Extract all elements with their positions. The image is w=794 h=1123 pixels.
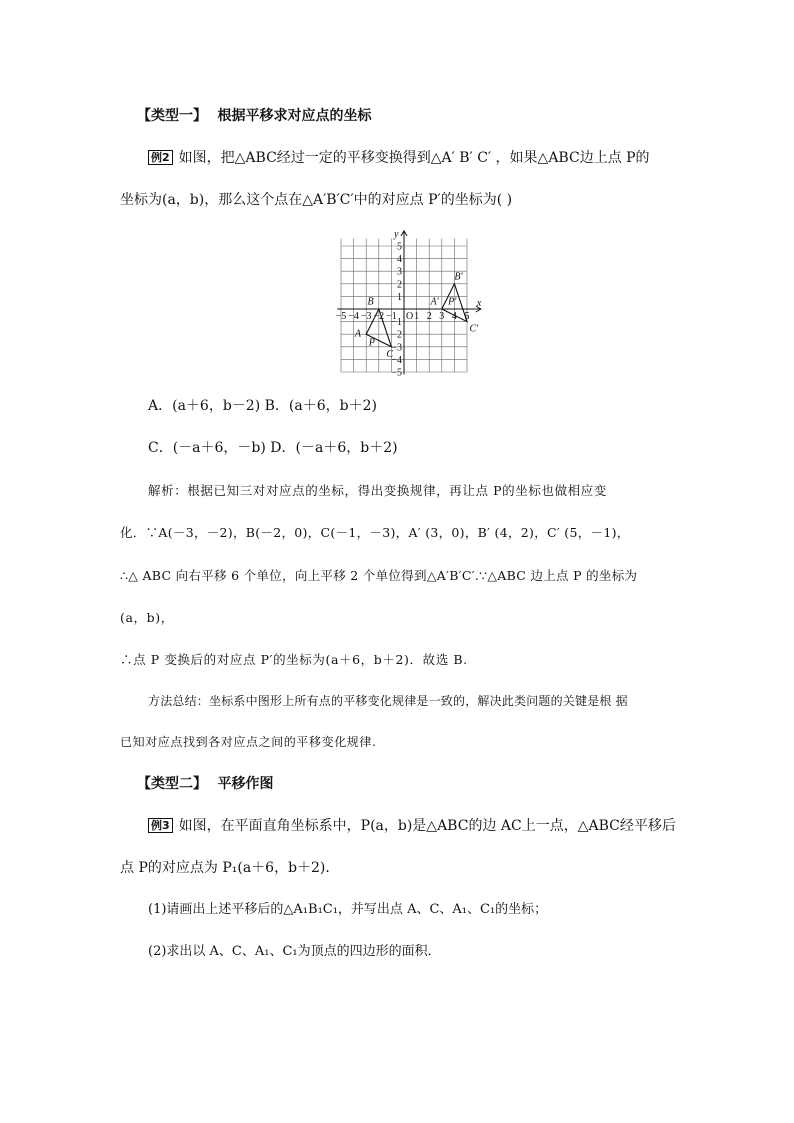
type2-heading <box>137 774 273 794</box>
summary-text2: 已知对应点找到各对应点之间的平移变化规律. <box>120 735 377 749</box>
y-tick-label: 4 <box>397 254 402 266</box>
y-tick-label: −2 <box>391 329 402 341</box>
solution-line5 <box>120 650 468 670</box>
type2-bracket: 【类型二】 <box>137 776 207 792</box>
x-tick-label: −4 <box>348 311 359 322</box>
solution-text4: (a，b)， <box>120 610 174 625</box>
example2-line2 <box>120 190 512 210</box>
x-tick-label: 1 <box>414 311 420 322</box>
solution-line4 <box>120 608 174 628</box>
solution-text1: 解析：根据已知三对对应点的坐标，得出变换规律，再让点 P的坐标也做相应变 <box>148 483 607 498</box>
solution-line1 <box>148 481 607 501</box>
point-label-p: P <box>368 337 375 349</box>
y-tick-label: 3 <box>397 266 402 278</box>
coordinate-figure <box>332 226 492 378</box>
y-axis-label: y <box>394 228 399 240</box>
point-label-p1: P′ <box>448 296 457 308</box>
example3-q2 <box>148 942 441 962</box>
solution-text3: ∴△ ABC 向右平移 6 个单位，向上平移 2 个单位得到△A′B′C′.∵△ABC 边上点 P 的坐标为 <box>120 568 638 583</box>
solution-text2: 化．∵A(－3，－2)，B(－2，0)，C(－1，－3)，A′ (3，0)，B′ (4，2)，C′ (5，－1)， <box>120 525 630 540</box>
type1-bracket: 【类型一】 <box>137 108 207 124</box>
option-ab: A．(a＋6，b－2) B．(a＋6，b＋2) <box>148 398 377 414</box>
point-label-b1: B′ <box>454 271 463 283</box>
example3-tag: 例3 <box>148 818 173 833</box>
x-tick-label: −2 <box>373 311 385 322</box>
point-label-a: A <box>354 328 361 340</box>
x-tick-label: 2 <box>426 311 432 322</box>
y-tick-label: −4 <box>391 354 402 366</box>
example3-line1 <box>148 816 676 836</box>
y-tick-label: 5 <box>397 241 402 253</box>
x-tick-label: −3 <box>360 311 372 322</box>
y-tick-label: −5 <box>391 367 402 378</box>
x-tick-label: 5 <box>464 311 470 322</box>
type2-title: 平移作图 <box>217 776 274 792</box>
x-tick-label: −1 <box>386 311 397 322</box>
solution-line3 <box>120 566 637 586</box>
example2-text2: 坐标为(a，b)，那么这个点在△A′B′C′中的对应点 P′的坐标为( ) <box>120 192 513 208</box>
y-tick-label: −3 <box>391 342 402 354</box>
summary-text1: 方法总结：坐标系中图形上所有点的平移变化规律是一致的，解决此类问题的关键是根 据 <box>148 694 628 708</box>
type1-heading <box>137 106 371 126</box>
x-tick-label: O <box>406 311 414 322</box>
point-label-c1: C′ <box>469 323 479 335</box>
x-axis-label: x <box>476 298 482 309</box>
example3-text1: 如图，在平面直角坐标系中，P(a，b)是△ABC的边 AC上一点，△ABC经平移后 <box>178 818 676 834</box>
example2-text1: 如图，把△ABC经过一定的平移变换得到△A′ B′ C′ ，如果△ABC边上点 P的 <box>178 150 650 166</box>
example3-question1: (1)请画出上述平移后的△A₁B₁C₁，并写出点 A、C、A₁、C₁的坐标； <box>148 902 548 917</box>
x-tick-label: 3 <box>439 311 445 322</box>
point-label-c: C <box>386 348 394 360</box>
y-tick-label: 1 <box>397 291 402 303</box>
example3-question2: (2)求出以 A、C、A₁、C₁为顶点的四边形的面积． <box>148 944 441 959</box>
example3-text2: 点 P的对应点为 P₁(a＋6，b＋2)． <box>120 860 340 876</box>
y-tick-label: −1 <box>391 317 402 329</box>
summary-line1 <box>148 691 628 711</box>
solution-text5: ∴点 P 变换后的对应点 P′的坐标为(a＋6，b＋2)．故选 B. <box>120 652 468 667</box>
point-label-a1: A′ <box>430 296 439 308</box>
summary-line2 <box>120 732 376 752</box>
solution-line2 <box>120 523 630 543</box>
tick-labels <box>336 229 482 378</box>
x-tick-label: −5 <box>335 311 347 322</box>
type1-title: 根据平移求对应点的坐标 <box>217 108 372 124</box>
axes <box>337 228 481 375</box>
y-tick-label: 2 <box>397 279 402 291</box>
options-line2 <box>148 438 398 458</box>
point-label-b: B <box>367 296 374 308</box>
example2-tag: 例2 <box>148 150 173 165</box>
options-line1 <box>148 396 377 416</box>
example2-line1 <box>148 148 650 168</box>
example3-q1 <box>148 900 547 920</box>
option-cd: C．(－a＋6，－b) D．(－a＋6，b＋2) <box>148 440 398 456</box>
x-tick-label: 4 <box>451 311 457 322</box>
example3-line2 <box>120 858 339 878</box>
